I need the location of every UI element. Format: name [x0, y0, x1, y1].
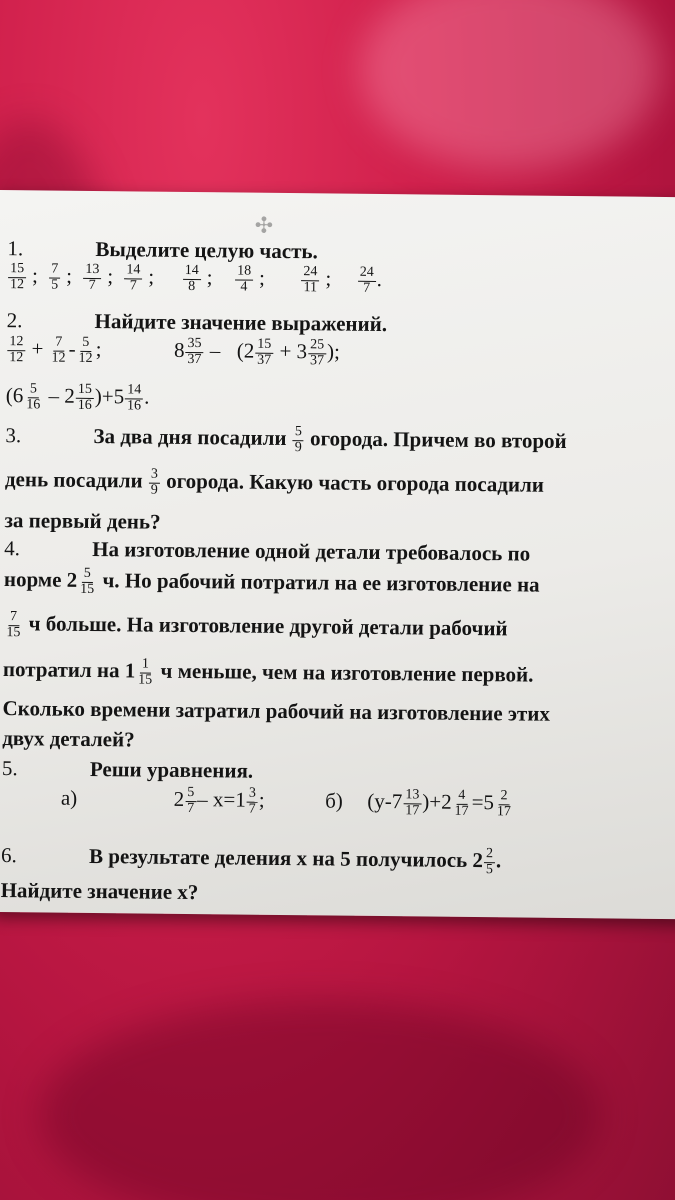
fraction: $\frac{18}{4}$: [235, 264, 253, 295]
problem-4-line4: потратил на 1 $\frac{1}{15}$ ч меньше, чем на изготовление первой.: [2, 656, 534, 688]
problem-3-line3: за первый день?: [4, 508, 161, 534]
problem-2-heading: 2. Найдите значение выражений.: [6, 308, 388, 337]
fraction: $\frac{13}{7}$: [83, 263, 101, 294]
problem-6-line2: Найдите значение х?: [0, 878, 199, 905]
fraction: $\frac{7}{5}$: [51, 261, 59, 293]
problem-2-expressions-row2: (6 $\frac{5}{16}$ – 2 $\frac{15}{16}$ )+5 $\frac{14}{16}$ .: [5, 381, 150, 414]
fraction: $\frac{24}{7}$: [358, 266, 376, 297]
problem-4-line3: $\frac{7}{15}$ ч больше. На изготовление другой детали рабочий: [6, 609, 508, 641]
worksheet-paper: [0, 190, 675, 919]
problem-3-line1: 3. За два дня посадили $\frac{5}{9}$ огорода. Причем во второй: [5, 423, 567, 455]
fraction: $\frac{15}{12}$: [9, 261, 25, 292]
problem-5-heading: 5. Реши уравнения.: [1, 756, 254, 783]
problem-4-line5: Сколько времени затратил рабочий на изготовление этих: [2, 696, 551, 726]
problem-6-line1: 6. В результате деления х на 5 получилось 2 $\frac{2}{5}$ .: [0, 843, 502, 877]
problem-5-equations: а) 2 $\frac{5}{7}$ – х=1 $\frac{3}{7}$ ; б) (у-7 $\frac{13}{17}$ )+2 $\frac{4}{17}$ =5 $\frac{2}{17}$: [60, 784, 511, 820]
problem-1-heading: 1. Выделите целую часть.: [7, 236, 318, 264]
ink-smudge: ✣: [254, 212, 274, 238]
problem-1-fractions: $\frac{15}{12}$ ; $\frac{7}{5}$ ; $\frac{13}{7}$ ; $\frac{14}{7}$ ; $\frac{14}{8}$ ; $\frac{18}{4}$ ; $\frac{24}{11}$ ; $\frac{24}{7}$ .: [7, 262, 382, 296]
problem-4-line1: 4. На изготовление одной детали требовалось по: [4, 536, 531, 566]
fraction: $\frac{14}{8}$: [183, 264, 201, 295]
fraction: $\frac{24}{11}$: [301, 265, 319, 296]
problem-4-line2: норме 2 $\frac{5}{15}$ ч. Но рабочий потратил на ее изготовление на: [3, 565, 540, 597]
problem-4-line6: двух деталей?: [2, 726, 135, 752]
problem-3-line2: день посадили $\frac{3}{9}$ огорода. Какую часть огорода посадили: [4, 466, 545, 498]
fraction: $\frac{14}{7}$: [124, 263, 142, 294]
problem-2-expressions-row1: $\frac{12}{12}$ + $\frac{7}{12}$ - $\frac{5}{12}$ ; 8 $\frac{35}{37}$ – (2 $\frac{15}{37}$ + 3 $\frac{25}{37}$ );: [9, 334, 341, 369]
